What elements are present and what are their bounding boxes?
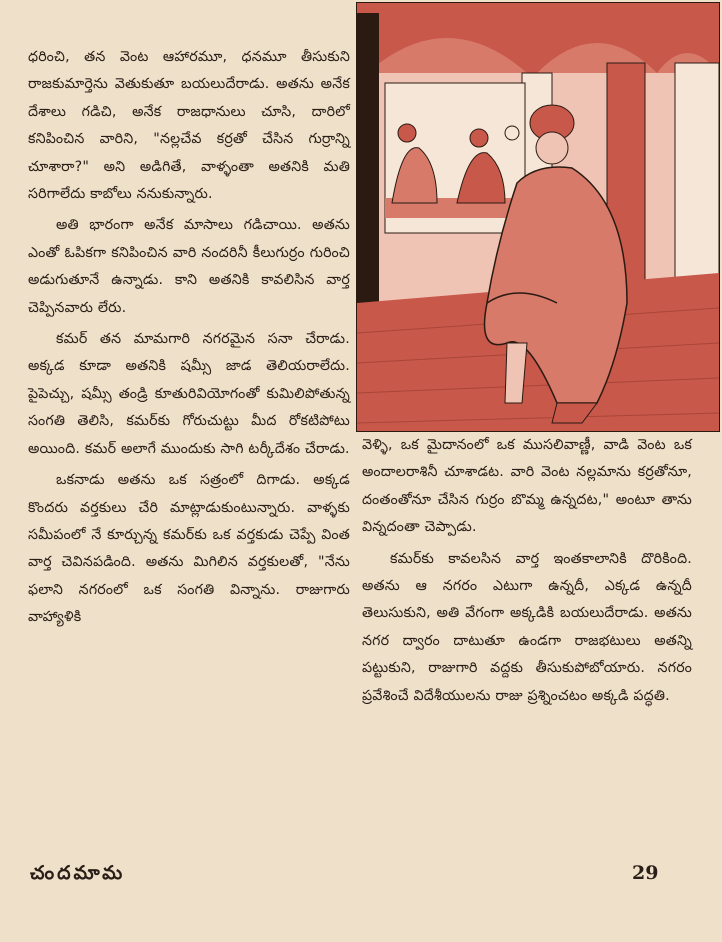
page-number: 29: [632, 862, 659, 884]
story-illustration: [356, 2, 720, 432]
paragraph-4: ఒకనాడు అతను ఒక సత్రంలో దిగాడు. అక్కడ కొందరు వర్తకులు చేరి మాట్లాడుకుంటున్నారు. వాళ్ళకు సమీపంలో నే కూర్చున్న కమర్‌కు ఒక వర్తకుడు చెప్పే వింత వార్త చెవినపడింది. అతను మిగిలిన వర్తకులతో, "నేను ఫలాని నగరంలో ఒక సంగతి విన్నాను. రాజుగారు వాహ్యాళికి: [28, 472, 350, 626]
paragraph-6: కమర్‌కు కావలసిన వార్త ఇంతకాలానికి దొరికింది. అతను ఆ నగరం ఎటుగా ఉన్నదీ, ఎక్కడ ఉన్నదీ తెలుసుకుని, అతి వేగంగా అక్కడికి బయలుదేరాడు. అతను నగర ద్వారం దాటుతూ ఉండగా రాజభటులు అతన్ని పట్టుకుని, రాజుగారి వద్దకు తీసుకుపోబోయారు. నగరం ప్రవేశించే విదేశీయులను రాజు ప్రశ్నించటం అక్కడి పద్ధతి.: [362, 550, 692, 704]
paragraph-1: ధరించి, తన వెంట ఆహారమూ, ధనమూ తీసుకుని రాజకుమార్తెను వెతుకుతూ బయలుదేరాడు. అతను అనేక దేశాలు గడిచి, అనేక రాజధానులు చూసి, దారిలో కనిపించిన వారిని, "నల్లచేవ కర్రతో చేసిన గుర్రాన్ని చూశారా?" అని అడిగితే, వాళ్ళంతా అతనికి మతి సరిగాలేదు కాబోలు ననుకున్నారు.: [28, 49, 350, 203]
right-text-column: [362, 432, 692, 714]
left-text-column: [28, 44, 350, 636]
merchants-and-prince-drawing: [357, 3, 719, 431]
magazine-name: చందమామ: [30, 862, 126, 884]
paragraph-2: అతి భారంగా అనేక మాసాలు గడిచాయి. అతను ఎంతో ఓపికగా కనిపించిన వారి నందరినీ కీలుగుర్రం గురించి అడుగుతూనే ఉన్నాడు. కాని అతనికి కావలిసిన వార్త చెప్పినవారు లేరు.: [28, 217, 350, 316]
paragraph-3: కమర్ తన మామగారి నగరమైన సనా చేరాడు. అక్కడ కూడా అతనికి షమ్సీ జాడ తెలియరాలేదు. పైపెచ్చు, షమ్సీ తండ్రి కూతురివియోగంతో కుమిలిపోతున్న సంగతి తెలిసి, కమర్‌కు గోరుచుట్టు మీద రోకటిపోటు అయింది. కమర్ అలాగే ముందుకు సాగి టర్కీదేశం చేరాడు.: [28, 331, 350, 457]
paragraph-5: వెళ్ళి, ఒక మైదానంలో ఒక ముసలివాణ్ణీ, వాడి వెంట ఒక అందాలరాశినీ చూశాడట. వారి వెంట నల్లమాను కర్రతోనూ, దంతంతోనూ చేసిన గుర్రం బొమ్మ ఉన్నదట," అంటూ తాను విన్నదంతా చెప్పాడు.: [362, 437, 692, 536]
